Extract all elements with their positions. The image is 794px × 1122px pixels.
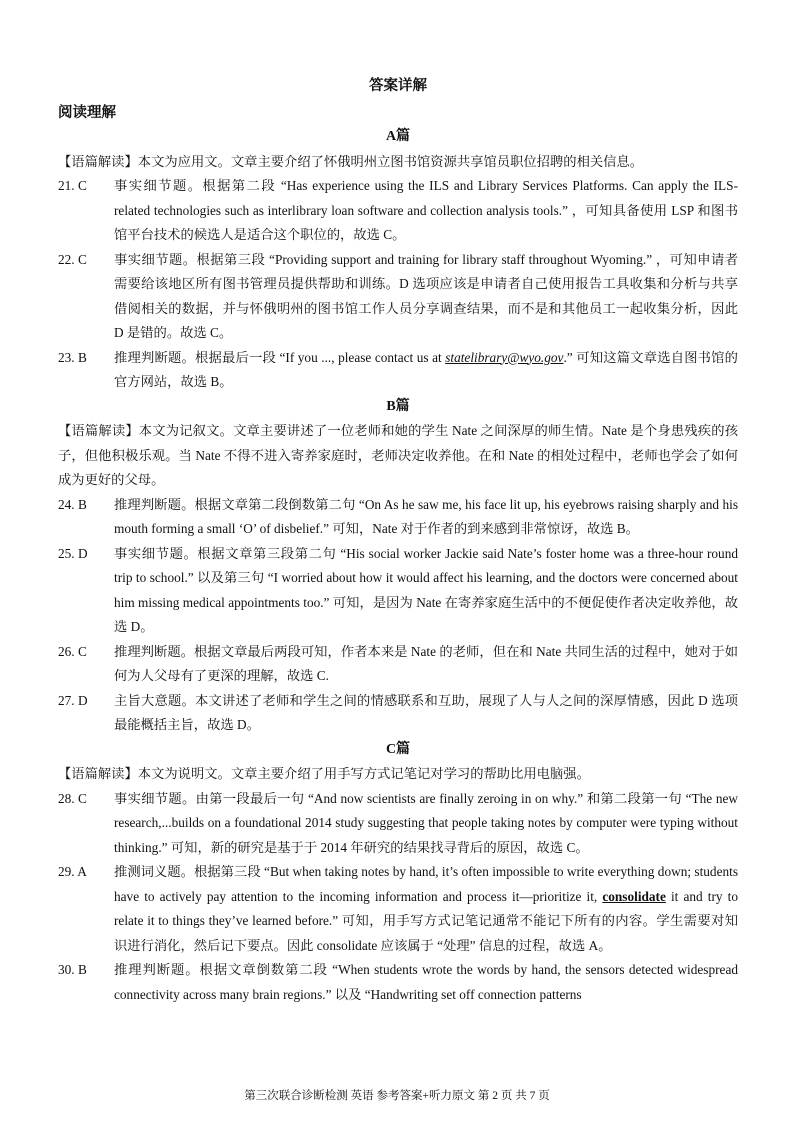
- question-27: [58, 689, 738, 738]
- question-number: 27. D: [58, 692, 88, 708]
- explanation-pre: 推测词义题。根据第三段 “But when taking notes by hand, it’s often impossible to write everything down; students have to actively pay attention to the incoming information and process it—prioritize it,: [114, 864, 738, 904]
- question-30: [58, 958, 738, 1007]
- question-explanation: [114, 860, 738, 958]
- question-number: 29. A: [58, 864, 87, 879]
- passage-c-intro: 【语篇解读】本文为说明文。文章主要介绍了用手写方式记笔记对学习的帮助比用电脑强。: [58, 766, 590, 781]
- passage-b-title: B篇: [386, 398, 410, 414]
- question-explanation: 主旨大意题。本文讲述了老师和学生之间的情感联系和互助，展现了人与人之间的深厚情感，因此 D 选项最能概括主旨，故选 D。: [114, 692, 738, 732]
- question-25: [58, 542, 738, 640]
- question-number: 24. B: [58, 496, 87, 512]
- question-explanation: 事实细节题。根据文章第三段第二句 “His social worker Jackie said Nate’s foster home was a three-hour round trip to school.” 以及第三句 “I worried about how it would affect his learning, and the doctors were concerned about him missing medical appointments too.” 可知，是因为 Nate 在寄养家庭生活中的不便促使作者决定收养他，故选 D。: [114, 545, 738, 634]
- passage-a-intro: 【语篇解读】本文为应用文。文章主要介绍了怀俄明州立图书馆资源共享馆员职位招聘的相关信息。: [58, 153, 644, 169]
- question-number: 21. C: [58, 178, 87, 193]
- page-title: 答案详解: [369, 78, 427, 94]
- question-number: 28. C: [58, 790, 87, 806]
- question-explanation: [114, 346, 738, 395]
- explanation-post: .” 可知这篇文章选自图书馆的官方网站，故选 B。: [114, 349, 738, 389]
- question-23: [58, 346, 738, 395]
- question-explanation: 推理判断题。根据文章第二段倒数第二句 “On As he saw me, his face lit up, his eyebrows raising sharply and his mouth forming a small ‘O’ of disbelief.” 可知，Nate 对于作者的到来感到非常惊讶，故选 B。: [114, 496, 738, 536]
- passage-c-title: C篇: [385, 741, 411, 757]
- question-number: 25. D: [58, 545, 88, 561]
- question-explanation: 事实细节题。根据第三段 “Providing support and training for library staff throughout Wyoming.” ，可知申请者需要给该地区所有图书管理员提供帮助和训练。D 选项应该是申请者自己使用报告工具收集和分析与共享借阅相关的数据，并与怀俄明州的图书馆工作人员分享调查结果，而不是和其他员工一起收集分析，因此 D 是错的。故选 C。: [114, 251, 738, 340]
- question-explanation: 事实细节题。根据第二段 “Has experience using the ILS and Library Services Platforms. Can apply the ILS-related technologies such as interlibrary loan software and collection analysis tools.” ，可知具备使用 LSP 和图书馆平台技术的候选人是适合这个职位的，故选 C。: [114, 178, 738, 242]
- question-26: [58, 640, 738, 689]
- question-28: [58, 787, 738, 861]
- question-number: 23. B: [58, 349, 87, 365]
- question-explanation: 推理判断题。根据文章最后两段可知，作者本来是 Nate 的老师，但在和 Nate 共同生活的过程中，她对于如何为人父母有了更深的理解，故选 C.: [114, 643, 738, 683]
- question-number: 30. B: [58, 962, 87, 977]
- page-footer: 第三次联合诊断检测 英语 参考答案+听力原文 第 2 页 共 7 页: [244, 1090, 550, 1102]
- question-21: [58, 174, 738, 248]
- question-24: [58, 493, 738, 542]
- section-label: 阅读理解: [58, 104, 116, 121]
- question-explanation: 事实细节题。由第一段最后一句 “And now scientists are finally zeroing in on why.” 和第二段第一句 “The new research,...builds on a foundational 2014 study suggesting that people taking notes by computer were typing without thinking.” 可知，新的研究是基于于 2014 年研究的结果找寻背后的原因，故选 C。: [114, 790, 738, 855]
- question-number: 22. C: [58, 251, 87, 267]
- question-29: [58, 860, 738, 958]
- email-link[interactable]: statelibrary@wyo.gov: [445, 349, 564, 365]
- page-content: [58, 74, 738, 1007]
- passage-a-title: A篇: [385, 129, 411, 144]
- question-explanation: 推理判断题。根据文章倒数第二段 “When students wrote the words by hand, the sensors detected widespread connectivity across many brain regions.” 以及 “Handwriting set off connection patterns: [114, 962, 738, 1002]
- explanation-pre: 推理判断题。根据最后一段 “If you ..., please contact us at: [114, 349, 446, 365]
- question-22: [58, 248, 738, 346]
- passage-b-intro: 【语篇解读】本文为记叙文。文章主要讲述了一位老师和她的学生 Nate 之间深厚的师生情。Nate 是个身患残疾的孩子，但他积极乐观。当 Nate 不得不进入寄养家庭时，老师决定收养他。在和 Nate 的相处过程中，老师也学会了如何成为更好的父母。: [58, 423, 738, 487]
- question-number: 26. C: [58, 643, 87, 659]
- highlighted-word: consolidate: [602, 888, 666, 904]
- explanation-post: it and try to relate it to things they’ve learned before.” 可知，用手写方式记笔记通常不能记下所有的内容。学生需要对知识进行消化，然后记下要点。因此 consolidate 应该属于 “处理” 信息的过程，故选 A。: [114, 888, 738, 953]
